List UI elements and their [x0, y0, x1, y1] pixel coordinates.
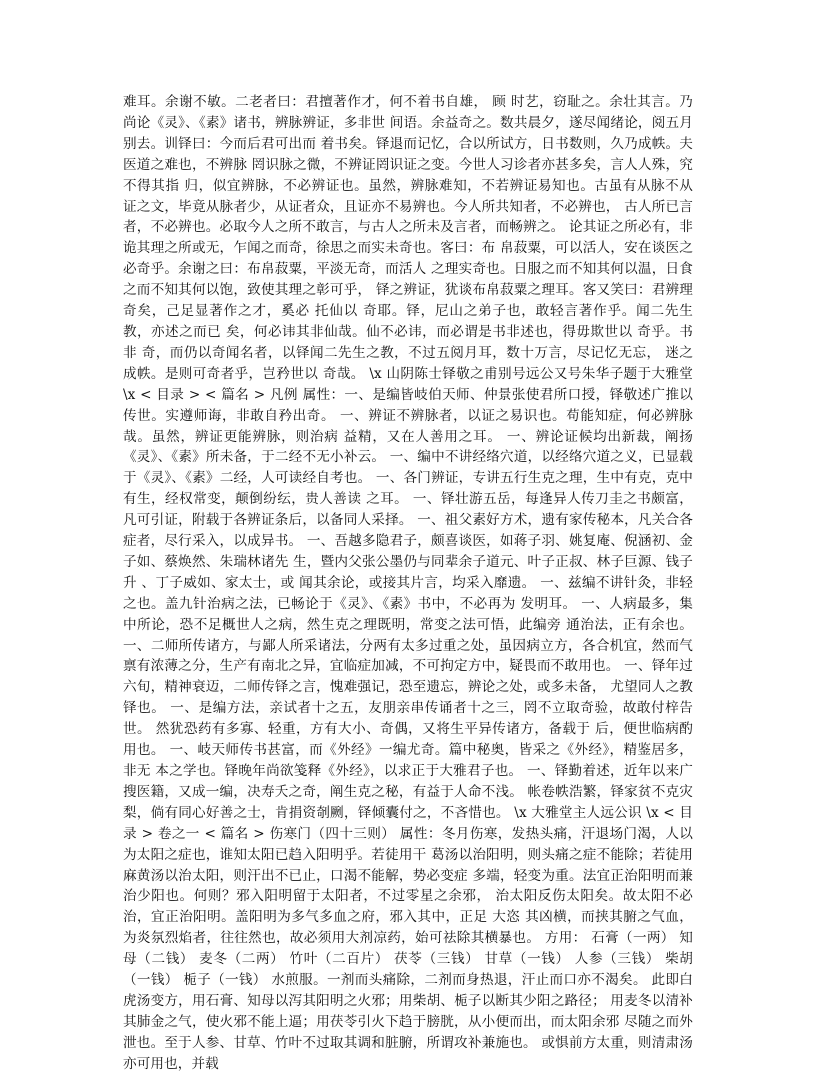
body-text: 难耳。余谢不敏。二老者曰：君擅著作才，何不着书自雄， 顾 时艺，窃耻之。余壮其言。乃尚论《灵》、《素》诸书，辨脉辨证，多非世 间语。余益奇之。数共晨夕，遂尽闻绪论，阅五月别去。训铎曰：今而后君可出而 着书矣。铎退而记忆，合以所试方，日书数则，久乃成帙。夫医道之难也，不辨脉 罔识脉之微，不辨证罔识证之变。今世人习诊者亦甚多矣，言人人殊，究不得其指 归，似宜辨脉，不必辨证也。虽然，辨脉难知，不若辨证易知也。古虽有从脉不从 证之文，毕竟从脉者少，从证者众，且证亦不易辨也。今人所共知者，不必辨也， 古人所已言者，不必辨也。必取今人之所不敢言，与古人之所未及言者，而畅辨之。 论其证之所必有，非诡其理之所或无，乍闻之而奇，徐思之而实未奇也。客曰：布 帛菽粟，可以活人，安在谈医之必奇乎。余谢之曰：布帛菽粟，平淡无奇，而活人 之理实奇也。日服之而不知其何以温，日食之而不知其何以饱，致使其理之彰可乎， 铎之辨证，犹谈布帛菽粟之理耳。客又笑曰：君辨理奇矣，己足显著作之才，奚必 托仙以 奇耶。铎，尼山之弟子也，敢轻言著作乎。闻二先生教，亦述之而已 矣，何必讳其非仙哉。仙不必讳，而必谓是书非述也，得毋欺世以 奇乎。书非 奇，而仍以奇闻名者，以铎闻二先生之教，不过五阅月耳，数十万言，尽记忆无忘， 迷之成帙。是则可奇者乎，岂矜世以 奇哉。 \x 山阴陈士铎敬之甫别号远公又号朱华子题于大雅堂 \x < 目录 > < 篇名 > 凡例 属性：一、是编皆岐伯天师、仲景张使君所口授，铎敬述广推以传世。实遵师诲，非敢自矜出奇。 一、辨证不辨脉者，以证之易识也。苟能知症，何必辨脉哉。虽然，辨证更能辨脉，则治病 益精，又在人善用之耳。 一、辨论证候均出新裁，阐扬《灵》、《素》所未备，于二经不无小补云。 一、编中不讲经络穴道，以经络穴道之义，已显载于《灵》、《素》二经，人可读经自考也。 一、各门辨证，专讲五行生克之理，生中有克，克中有生，经权常变，颠倒纷纭，贵人善读 之耳。 一、铎壮游五岳，每逢异人传刀圭之书颇富，凡可引证，附载于各辨证条后，以备同人采择。 一、祖父素好方术，遗有家传秘本，凡关合各症者，尽行采入，以成异书。 一、吾越多隐君子，颇喜谈医，如蒋子羽、姚复庵、倪涵初、金子如、蔡焕然、朱瑞林诸先 生，暨内父张公墨仍与同辈余子道元、叶子正叔、林子巨源、钱子升 、丁子威如、家太士，或 闻其余论，或接其片言，均采入靡遗。 一、兹编不讲针灸，非轻之也。盖九针治病之法，已畅论于《灵》、《素》书中，不必再为 发明耳。 一、人病最多，集中所论，恐不足概世人之病，然生克之理既明，常变之法可悟，此编旁 通治法，正有余也。 一、二师所传诸方，与鄙人所采诸法，分两有太多过重之处，虽因病立方，各合机宜，然而气 禀有浓薄之分，生产有南北之异，宜临症加减，不可拘定方中，疑畏而不敢用也。 一、铎年过六旬，精神衰迈，二师传铎之言，愧难强记，恐至遗忘，辨论之处，或多未备， 尤望同人之教铎也。 一、是编方法，亲试者十之五，友朋亲串传诵者十之三，罔不立取奇验，故敢付梓告世。 然犹恐药有多寡、轻重，方有大小、奇偶，又将生平异传诸方，备载于 后，便世临病酌用也。 一、岐天师传书甚富，而《外经》一编尤奇。篇中秘奥，皆采之《外经》，精鉴居多，非无 本之学也。铎晚年尚欲笺释《外经》，以求正于大雅君子也。 一、铎勤着述，近年以来广搜医籍，又成一编，决寿夭之奇，阐生克之秘，有益于人命不浅。 帐卷帙浩繁，铎家贫不克灾梨，倘有同心好善之士，肯捐资剞劂，铎倾囊付之，不吝惜也。 \x 大雅堂主人远公识 \x < 目录 > 卷之一 < 篇名 > 伤寒门（四十三则） 属性：冬月伤寒，发热头痛，汗退场门渴，人以为太阳之症也，谁知太阳已趋入阳明乎。若徒用干 葛汤以治阳明，则头痛之症不能除；若徒用麻黄汤以治太阳，则汗出不已止，口渴不能解，势必变症 多端，轻变为重。法宜正治阳明而兼治少阳也。何则？邪入阳明留于太阳者，不过零星之余邪， 治太阳反伤太阳矣。故太阳不必治，宜正治阳明。盖阳明为多气多血之府，邪入其中，正足 大恣 其凶横，而挟其腑之气血，为炎氛烈焰者，往往然也，故必须用大剂凉药，始可祛除其横暴也。 方用： 石膏（一两） 知母（二钱） 麦冬（二两） 竹叶（二百片） 茯苓（三钱） 甘草（一钱） 人参（三钱） 柴胡（一钱） 栀子（一钱） 水煎服。一剂而头痛除，二剂而身热退，汗止而口亦不渴矣。 此即白虎汤变方，用石膏、知母以泻其阳明之火邪；用柴胡、栀子以断其少阳之路径； 用麦冬以清补其肺金之气，使火邪不能上逼；用茯苓引火下趋于膀胱，从小便而出，而太阳余邪 尽随之而外泄也。至于人参、甘草、竹叶不过取其调和脏腑，所谓攻补兼施也。 或惧前方太重，则清肃汤亦可用也，并载 [123, 94, 693, 1072]
document-page [123, 92, 693, 1075]
